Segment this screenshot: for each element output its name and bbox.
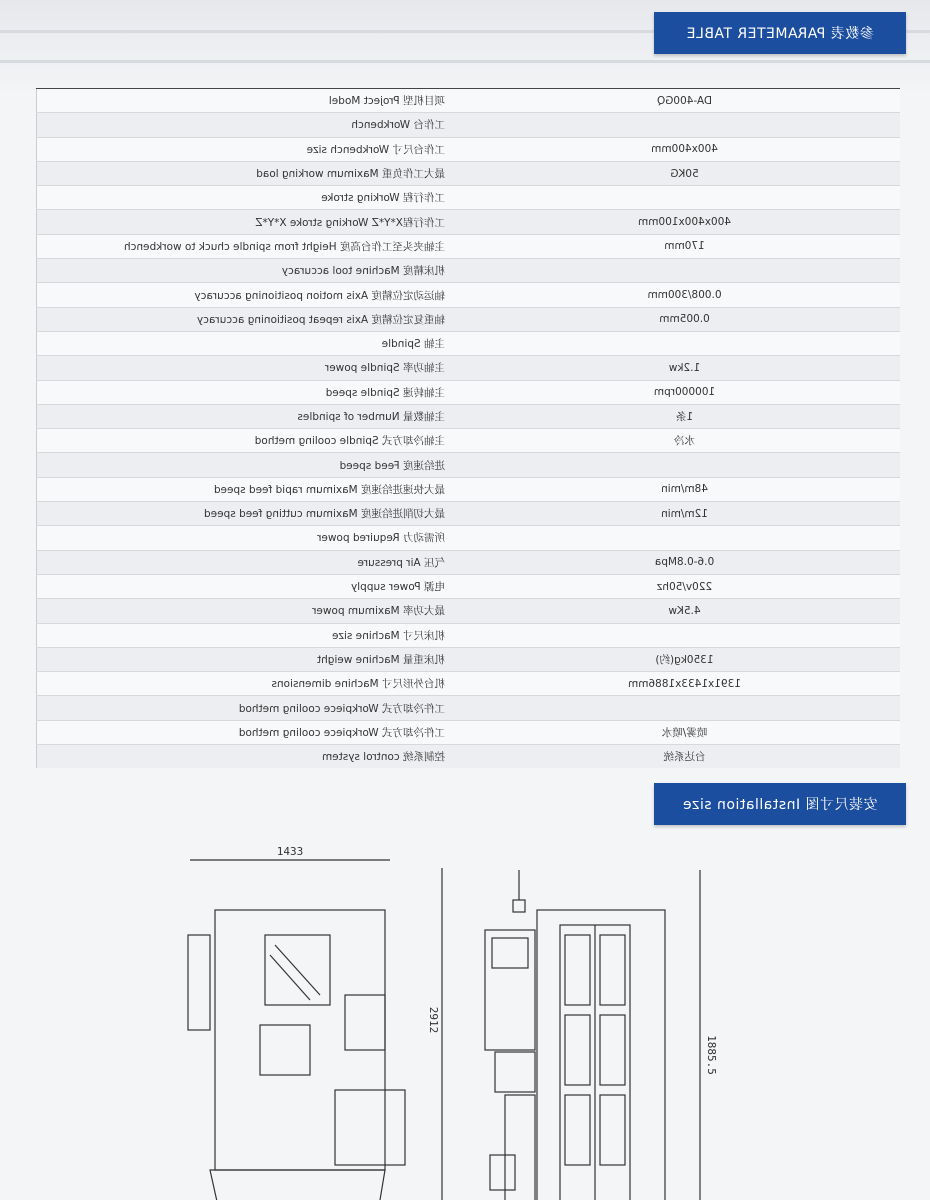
param-name: 最大工作负重 Maximum working load — [36, 162, 469, 185]
param-value: 0.6-0.8Mpa — [654, 556, 715, 569]
door-window — [565, 1015, 590, 1085]
param-value: 170mm — [664, 240, 705, 253]
door-window — [600, 935, 625, 1005]
param-name: 机床精度 Machine tool accuracy — [36, 259, 469, 282]
table-row — [36, 478, 900, 502]
signal-light — [513, 900, 525, 912]
installation-drawing — [0, 840, 930, 1200]
param-name: 工作台尺寸 Workbench size — [36, 138, 469, 161]
param-name: 主轴 Spindle — [36, 332, 469, 355]
side-cabinet — [215, 910, 385, 1170]
table-row — [36, 210, 900, 234]
param-name: 机台外形尺寸 Machine dimensions — [36, 672, 469, 695]
param-name: 最大切削进给速度 Maximum cutting feed speed — [36, 502, 469, 525]
door-window — [565, 1095, 590, 1165]
param-value: 1条 — [675, 411, 694, 423]
table-row — [36, 259, 900, 283]
param-name: 所需动力 Required power — [36, 526, 469, 549]
param-name: 主轴数量 Number of spindles — [36, 405, 469, 428]
param-value: 0.005mm — [659, 313, 710, 326]
param-value: 台达系统 — [663, 751, 706, 764]
param-value: 1.2kw — [668, 361, 701, 374]
param-name: 进给速度 Feed speed — [36, 453, 469, 476]
door-window — [565, 935, 590, 1005]
table-row — [36, 235, 900, 259]
param-name: 最大快速进给速度 Maximum rapid feed speed — [36, 478, 469, 501]
param-value: 0.008/300mm — [647, 289, 722, 302]
side-box — [345, 995, 385, 1050]
table-row — [36, 672, 900, 696]
dim-side-height: 2912 — [427, 1006, 440, 1034]
param-value: 喷雾/喷水 — [661, 726, 708, 739]
param-value: 220v/50hz — [656, 580, 713, 593]
installation-size-header — [654, 783, 906, 825]
param-value: 48m/min — [661, 483, 708, 496]
table-row — [36, 405, 900, 429]
param-name: 电源 Power supply — [36, 575, 469, 598]
chip-tray — [335, 1090, 405, 1165]
table-row — [36, 745, 900, 768]
side-rear-unit — [188, 935, 210, 1030]
door-window — [600, 1095, 625, 1165]
param-name: 主轴功率 Spindle power — [36, 356, 469, 379]
param-value: 1350kg(约) — [655, 653, 714, 666]
table-row — [36, 381, 900, 405]
param-name: 控制系统 control system — [36, 745, 469, 768]
param-name: 轴重复定位精度 Axis repeat positioning accuracy — [36, 308, 469, 331]
param-value: 400x400mm — [651, 143, 718, 156]
table-row — [36, 624, 900, 648]
door-window — [600, 1015, 625, 1085]
parameter-table — [36, 88, 900, 764]
side-base — [210, 1170, 385, 1200]
table-row — [36, 113, 900, 137]
table-row — [36, 429, 900, 453]
foot-pedal — [490, 1155, 515, 1190]
param-value: 水冷 — [674, 435, 695, 448]
table-row — [36, 599, 900, 623]
param-value: 1391x1433x1886mm — [627, 677, 742, 690]
table-row — [36, 721, 900, 745]
param-name: 工件冷却方式 Workpiece cooling method — [36, 721, 469, 744]
table-row — [36, 332, 900, 356]
side-access-panel — [260, 1025, 310, 1075]
table-row — [36, 308, 900, 332]
param-name: 项目机型 Project Model — [36, 89, 469, 112]
param-name: 工作台 Workbench — [36, 113, 469, 136]
param-value: 12m/min — [661, 507, 708, 520]
param-name: 工件冷却方式 Workpiece cooling method — [36, 696, 469, 719]
param-name: 主轴夹头至工作台高度 Height from spindle chuck to workbench — [36, 235, 469, 258]
param-value: 400x400x100mm — [638, 216, 732, 229]
param-name: 主轴转速 Spindle speed — [36, 381, 469, 404]
param-name: 工作行程 Working stroke — [36, 186, 469, 209]
ceiling-beam — [0, 60, 930, 63]
table-row — [36, 186, 900, 210]
table-row — [36, 453, 900, 477]
param-name: 最大功率 Maximum power — [36, 599, 469, 622]
dim-side-depth: 1433 — [276, 845, 304, 858]
front-base — [505, 1095, 535, 1200]
param-name: 主轴冷却方式 Spindle cooling method — [36, 429, 469, 452]
table-row — [36, 648, 900, 672]
table-row — [36, 138, 900, 162]
param-value: 4.5Kw — [668, 604, 701, 617]
table-row — [36, 162, 900, 186]
front-view — [485, 870, 675, 1200]
param-value: 50KG — [670, 167, 699, 180]
table-row — [36, 502, 900, 526]
param-name: 工作行程X*Y*Z Working stroke X*Y*Z — [36, 210, 469, 233]
table-row — [36, 356, 900, 380]
parameter-table-title: 参数表 PARAMETER TABLE — [686, 26, 874, 42]
param-value: 100000rpm — [653, 386, 716, 399]
window-glint — [275, 945, 320, 995]
table-row — [36, 526, 900, 550]
param-value: DA-400GQ — [656, 94, 713, 107]
parameter-table-header — [654, 12, 906, 54]
table-row — [36, 89, 900, 113]
table-row — [36, 551, 900, 575]
table-row — [36, 575, 900, 599]
installation-size-title: 安装尺寸图 Installation size — [682, 797, 878, 813]
param-name: 轴运动定位精度 Axis motion positioning accuracy — [36, 283, 469, 306]
param-name: 机床尺寸 Machine size — [36, 624, 469, 647]
side-view — [188, 910, 410, 1200]
control-screen — [492, 938, 528, 968]
front-cabinet — [537, 910, 665, 1200]
button-panel — [495, 1052, 535, 1092]
param-name: 气压 Air pressure — [36, 551, 469, 574]
dim-front-height: 1885.5 — [705, 1035, 718, 1075]
param-name: 机床重量 Machine weight — [36, 648, 469, 671]
table-row — [36, 283, 900, 307]
table-row — [36, 696, 900, 720]
